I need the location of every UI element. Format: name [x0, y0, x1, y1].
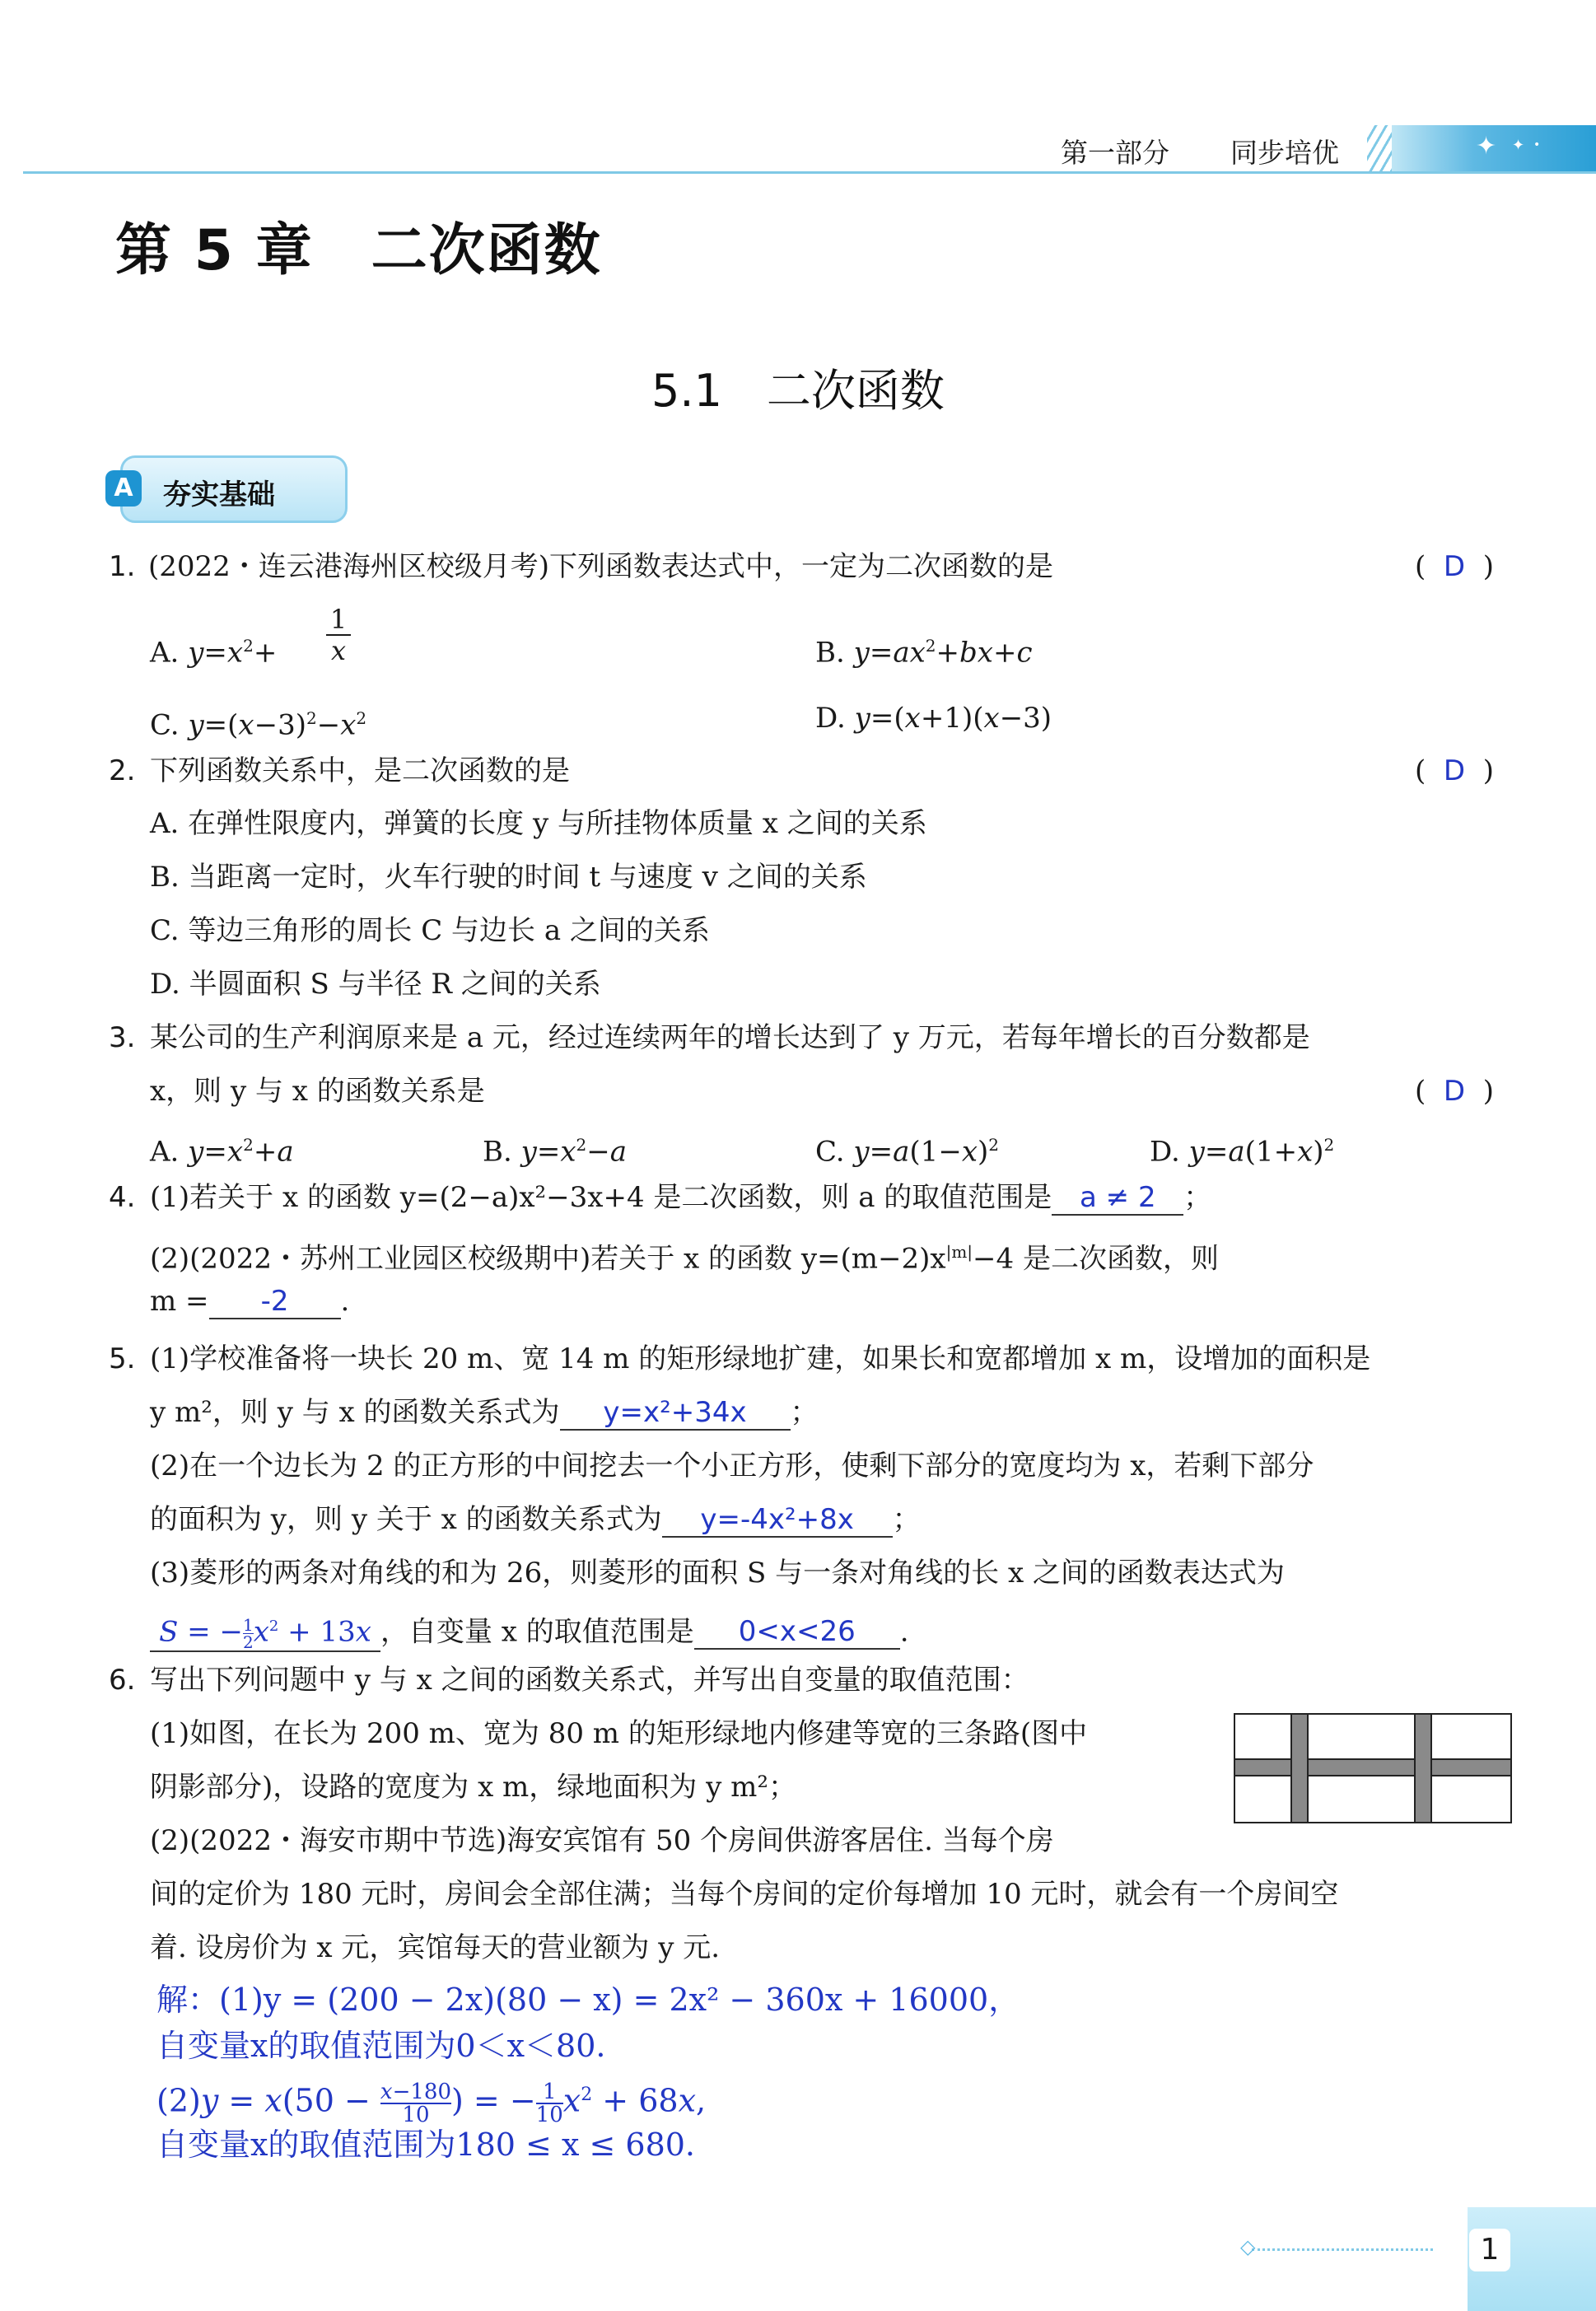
page-number: 1 — [1469, 2229, 1510, 2271]
question-stem: 下列函数关系中，是二次函数的是 — [150, 754, 570, 787]
question-text: 阴影部分)，设路的宽度为 x m，绿地面积为 y m²； — [150, 1771, 796, 1804]
answer-blank: y=-4x²+8x — [662, 1503, 893, 1538]
answer-paren: ( D ) — [1415, 754, 1494, 787]
question-text: 着. 设房价为 x 元，宾馆每天的营业额为 y 元. — [150, 1931, 721, 1964]
header-part: 第一部分 — [1061, 137, 1169, 169]
question-stem: 写出下列问题中 y 与 x 之间的函数关系式，并写出自变量的取值范围： — [150, 1664, 1029, 1697]
question-part — [150, 1235, 1219, 1275]
question-number: 1. — [109, 550, 136, 583]
option-a: A. 在弹性限度内，弹簧的长度 y 与所挂物体质量 x 之间的关系 — [150, 807, 927, 840]
option-label: C. — [150, 708, 180, 742]
question-part — [150, 1396, 819, 1431]
answer-choice: D — [1443, 550, 1466, 583]
diamond-icon: ◇ — [1240, 2235, 1256, 2258]
footer-dots — [1252, 2248, 1433, 2251]
option-d: D. 半圆面积 S 与半径 R 之间的关系 — [150, 968, 601, 1001]
option-c: C. $y=a(1-x)^2$ — [815, 1135, 999, 1169]
option-d: D. $y=a(1+x)^2$ — [1150, 1135, 1335, 1169]
question-number: 5. — [109, 1342, 136, 1375]
star-icon: ✦ — [1512, 137, 1525, 154]
option-label: A. — [150, 636, 180, 670]
question-text: (1)若关于 x 的函数 y=(2−a)x²−3x+4 是二次函数，则 a 的取值范围是 — [150, 1181, 1052, 1214]
solution-line: 解：(1)y = (200 − 2x)(80 − x) = 2x² − 360x + 16000， — [156, 1982, 1020, 2018]
section-title: 5.1 二次函数 — [651, 365, 945, 417]
question-part — [150, 1285, 349, 1319]
question-text: −4 是二次函数，则 — [973, 1242, 1219, 1276]
road-intersection — [1292, 1760, 1307, 1775]
answer-choice: D — [1443, 754, 1466, 787]
road-figure — [1234, 1713, 1514, 1825]
answer-blank: 0<x<26 — [694, 1615, 900, 1650]
punctuation: . — [340, 1285, 350, 1318]
answer-blank: S = − $\frac{1}{2}$ $x^2 + 13x$ — [150, 1610, 380, 1652]
road-intersection — [1416, 1760, 1430, 1775]
answer-choice: D — [1443, 1075, 1466, 1108]
question-text: y m²，则 y 与 x 的函数关系式为 — [150, 1396, 560, 1429]
punctuation: ； — [1183, 1181, 1212, 1214]
header-rule — [23, 171, 1596, 174]
option-b: B. $y=ax^2+bx+c$ — [815, 636, 1033, 670]
question-text: ，自变量 x 的取值范围是 — [380, 1615, 694, 1649]
question-stem: 某公司的生产利润原来是 a 元，经过连续两年的增长达到了 y 万元，若每年增长的百分数都是 — [150, 1021, 1310, 1054]
punctuation: ； — [790, 1396, 819, 1429]
header-subtitle: 同步培优 — [1230, 137, 1339, 169]
question-number: 2. — [109, 754, 136, 787]
option-label: D. — [815, 702, 846, 735]
chapter-title: 第 5 章 二次函数 — [115, 218, 602, 283]
answer-blank: a ≠ 2 — [1052, 1181, 1183, 1216]
star-icon: • — [1533, 138, 1541, 152]
answer-blank: -2 — [209, 1285, 341, 1319]
option-a: A. $y=x^2+$ — [150, 636, 278, 670]
solution-line: 自变量x的取值范围为0＜x＜80. — [156, 2028, 606, 2064]
exponent: |m| — [945, 1242, 973, 1262]
option-c: C. 等边三角形的周长 C 与边长 a 之间的关系 — [150, 914, 710, 947]
answer-blank: y=x²+34x — [560, 1396, 791, 1431]
answer-paren: ( D ) — [1415, 550, 1494, 583]
question-text: (2)(2022・苏州工业园区校级期中)若关于 x 的函数 y=(m−2)x — [150, 1242, 946, 1276]
answer-paren: ( D ) — [1415, 1075, 1494, 1108]
tag-letter: A — [105, 470, 142, 507]
question-text: (2)在一个边长为 2 的正方形的中间挖去一个小正方形，使剩下部分的宽度均为 x，若剩下部分 — [150, 1450, 1314, 1482]
solution-line: (2)y = x(50 − $\frac{x-180}{10}$ ) = − $\frac{1}{10}$ $x^2 + 68x$, — [156, 2080, 707, 2128]
option-b: B. $y=x^2-a$ — [483, 1135, 628, 1169]
question-number: 4. — [109, 1181, 136, 1214]
question-part — [150, 1610, 909, 1652]
horizontal-road — [1234, 1759, 1511, 1776]
option-label: B. — [815, 636, 845, 670]
punctuation: ； — [892, 1503, 921, 1536]
question-number: 3. — [109, 1021, 136, 1054]
question-text: (3)菱形的两条对角线的和为 26，则菱形的面积 S 与一条对角线的长 x 之间的函数表达式为 — [150, 1557, 1285, 1590]
question-part — [150, 1503, 921, 1538]
question-stem-cont: x，则 y 与 x 的函数关系是 — [150, 1075, 485, 1108]
tag-text: 夯实基础 — [163, 479, 275, 511]
question-number: 6. — [109, 1664, 136, 1697]
question-text: 间的定价为 180 元时，房间会全部住满；当每个房间的定价每增加 10 元时，就会有一个房间空 — [150, 1878, 1339, 1911]
star-icon: ✦ — [1476, 132, 1497, 161]
option-a: A. $y=x^2+a$ — [150, 1135, 294, 1169]
option-c: C. $y=(x-3)^2-x^2$ — [150, 708, 367, 742]
question-stem: (2022・连云港海州区校级月考)下列函数表达式中，一定为二次函数的是 — [148, 550, 1054, 583]
option-b: B. 当距离一定时，火车行驶的时间 t 与速度 v 之间的关系 — [150, 861, 867, 894]
question-text: (1)如图，在长为 200 m、宽为 80 m 的矩形绿地内修建等宽的三条路(图中 — [150, 1717, 1088, 1750]
question-text: 的面积为 y，则 y 关于 x 的函数关系式为 — [150, 1503, 662, 1536]
option-d: D. y=(x+1)(x−3) — [815, 702, 1052, 735]
question-text: m = — [150, 1285, 209, 1318]
question-text: (2)(2022・海安市期中节选)海安宾馆有 50 个房间供游客居住. 当每个房 — [150, 1824, 1054, 1857]
solution-line: 自变量x的取值范围为180 ≤ x ≤ 680. — [156, 2127, 695, 2163]
question-text: (1)学校准备将一块长 20 m、宽 14 m 的矩形绿地扩建，如果长和宽都增加 x m，设增加的面积是 — [150, 1342, 1371, 1375]
punctuation: . — [899, 1615, 909, 1649]
section-tag — [105, 455, 346, 521]
question-part — [150, 1181, 1211, 1216]
fraction: 1 x — [326, 605, 351, 665]
